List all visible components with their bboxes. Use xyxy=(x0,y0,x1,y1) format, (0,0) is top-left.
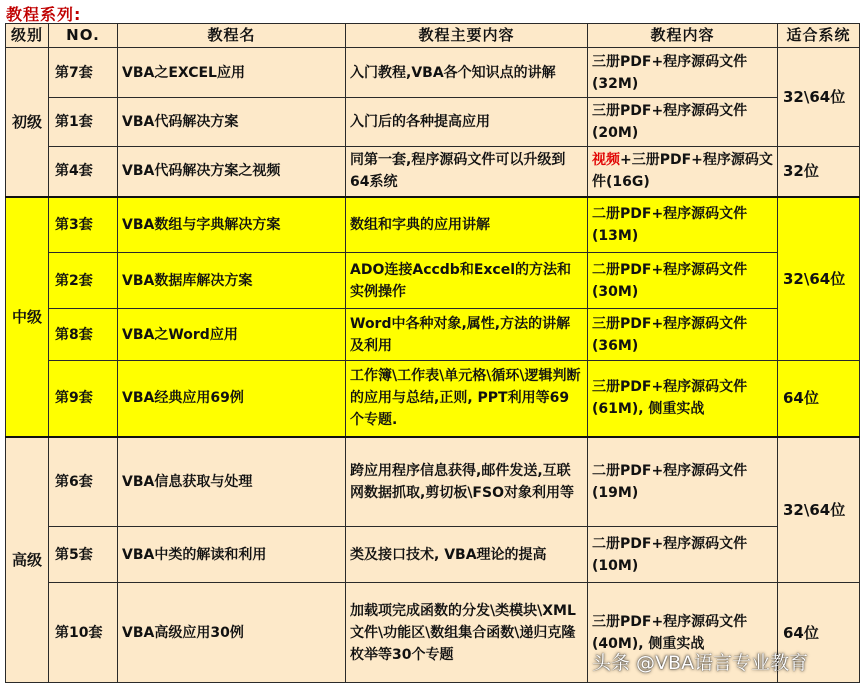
row-no: 第10套 xyxy=(49,583,118,683)
row-package: 二册PDF+程序源码文件(30M) xyxy=(588,253,778,309)
row-system: 64位 xyxy=(778,361,860,437)
level-intermediate: 中级 xyxy=(6,197,49,437)
watermark: 头条 @VBA语言专业教育 xyxy=(592,652,809,674)
row-name: VBA数据库解决方案 xyxy=(118,253,346,309)
row-no: 第1套 xyxy=(49,98,118,147)
row-name: VBA数组与字典解决方案 xyxy=(118,197,346,253)
row-system: 32\64位 xyxy=(778,48,860,147)
row-system: 32\64位 xyxy=(778,197,860,361)
table-header-row xyxy=(6,24,860,48)
table-row xyxy=(6,527,860,583)
row-no: 第8套 xyxy=(49,309,118,361)
row-content: 加载项完成函数的分发\类模块\XML文件\功能区\数组集合函数\递归克隆枚举等30个专题 xyxy=(346,583,588,683)
level-advanced: 高级 xyxy=(6,437,49,683)
row-no: 第7套 xyxy=(49,48,118,98)
row-name: VBA代码解决方案 xyxy=(118,98,346,147)
row-package: 二册PDF+程序源码文件(13M) xyxy=(588,197,778,253)
table-row xyxy=(6,309,860,361)
row-system: 32\64位 xyxy=(778,437,860,583)
row-no: 第2套 xyxy=(49,253,118,309)
page-title: 教程系列: xyxy=(6,5,82,24)
row-name: VBA信息获取与处理 xyxy=(118,437,346,527)
row-name: VBA经典应用69例 xyxy=(118,361,346,437)
video-highlight: 视频 xyxy=(592,152,620,169)
table-row xyxy=(6,253,860,309)
row-no: 第6套 xyxy=(49,437,118,527)
row-content: 同第一套,程序源码文件可以升级到64系统 xyxy=(346,147,588,197)
table-row xyxy=(6,98,860,147)
row-name: VBA高级应用30例 xyxy=(118,583,346,683)
row-package: 三册PDF+程序源码文件(61M), 侧重实战 xyxy=(588,361,778,437)
row-name: VBA代码解决方案之视频 xyxy=(118,147,346,197)
row-content: ADO连接Accdb和Excel的方法和实例操作 xyxy=(346,253,588,309)
header-no: NO. xyxy=(49,24,118,48)
row-content: Word中各种对象,属性,方法的讲解及利用 xyxy=(346,309,588,361)
tutorial-table xyxy=(5,23,860,683)
row-package: 三册PDF+程序源码文件(36M) xyxy=(588,309,778,361)
row-package xyxy=(588,147,778,197)
header-package: 教程内容 xyxy=(588,24,778,48)
row-package: 二册PDF+程序源码文件(10M) xyxy=(588,527,778,583)
row-no: 第3套 xyxy=(49,197,118,253)
row-system: 64位 xyxy=(778,583,860,683)
row-package: 三册PDF+程序源码文件 (20M) xyxy=(588,98,778,147)
row-package-text: +三册PDF+程序源码文件(16G) xyxy=(592,152,773,191)
header-content: 教程主要内容 xyxy=(346,24,588,48)
row-content: 入门教程,VBA各个知识点的讲解 xyxy=(346,48,588,98)
row-name: VBA之Word应用 xyxy=(118,309,346,361)
row-content: 类及接口技术, VBA理论的提高 xyxy=(346,527,588,583)
row-name: VBA之EXCEL应用 xyxy=(118,48,346,98)
table-row xyxy=(6,48,860,98)
table-row xyxy=(6,361,860,437)
level-beginner: 初级 xyxy=(6,48,49,197)
row-content: 跨应用程序信息获得,邮件发送,互联网数据抓取,剪切板\FSO对象利用等 xyxy=(346,437,588,527)
header-name: 教程名 xyxy=(118,24,346,48)
row-no: 第4套 xyxy=(49,147,118,197)
table-row xyxy=(6,197,860,253)
header-level: 级别 xyxy=(6,24,49,48)
row-content: 工作簿\工作表\单元格\循环\逻辑判断的应用与总结,正则, PPT利用等69个专题. xyxy=(346,361,588,437)
row-package: 三册PDF+程序源码文件(32M) xyxy=(588,48,778,98)
row-package: 三册PDF+程序源码文件(40M), 侧重实战 xyxy=(588,583,778,683)
row-system: 32位 xyxy=(778,147,860,197)
row-content: 入门后的各种提高应用 xyxy=(346,98,588,147)
row-package: 二册PDF+程序源码文件(19M) xyxy=(588,437,778,527)
row-content: 数组和字典的应用讲解 xyxy=(346,197,588,253)
table-row xyxy=(6,437,860,527)
row-no: 第5套 xyxy=(49,527,118,583)
row-name: VBA中类的解读和利用 xyxy=(118,527,346,583)
table-row xyxy=(6,147,860,197)
row-no: 第9套 xyxy=(49,361,118,437)
header-system: 适合系统 xyxy=(778,24,860,48)
